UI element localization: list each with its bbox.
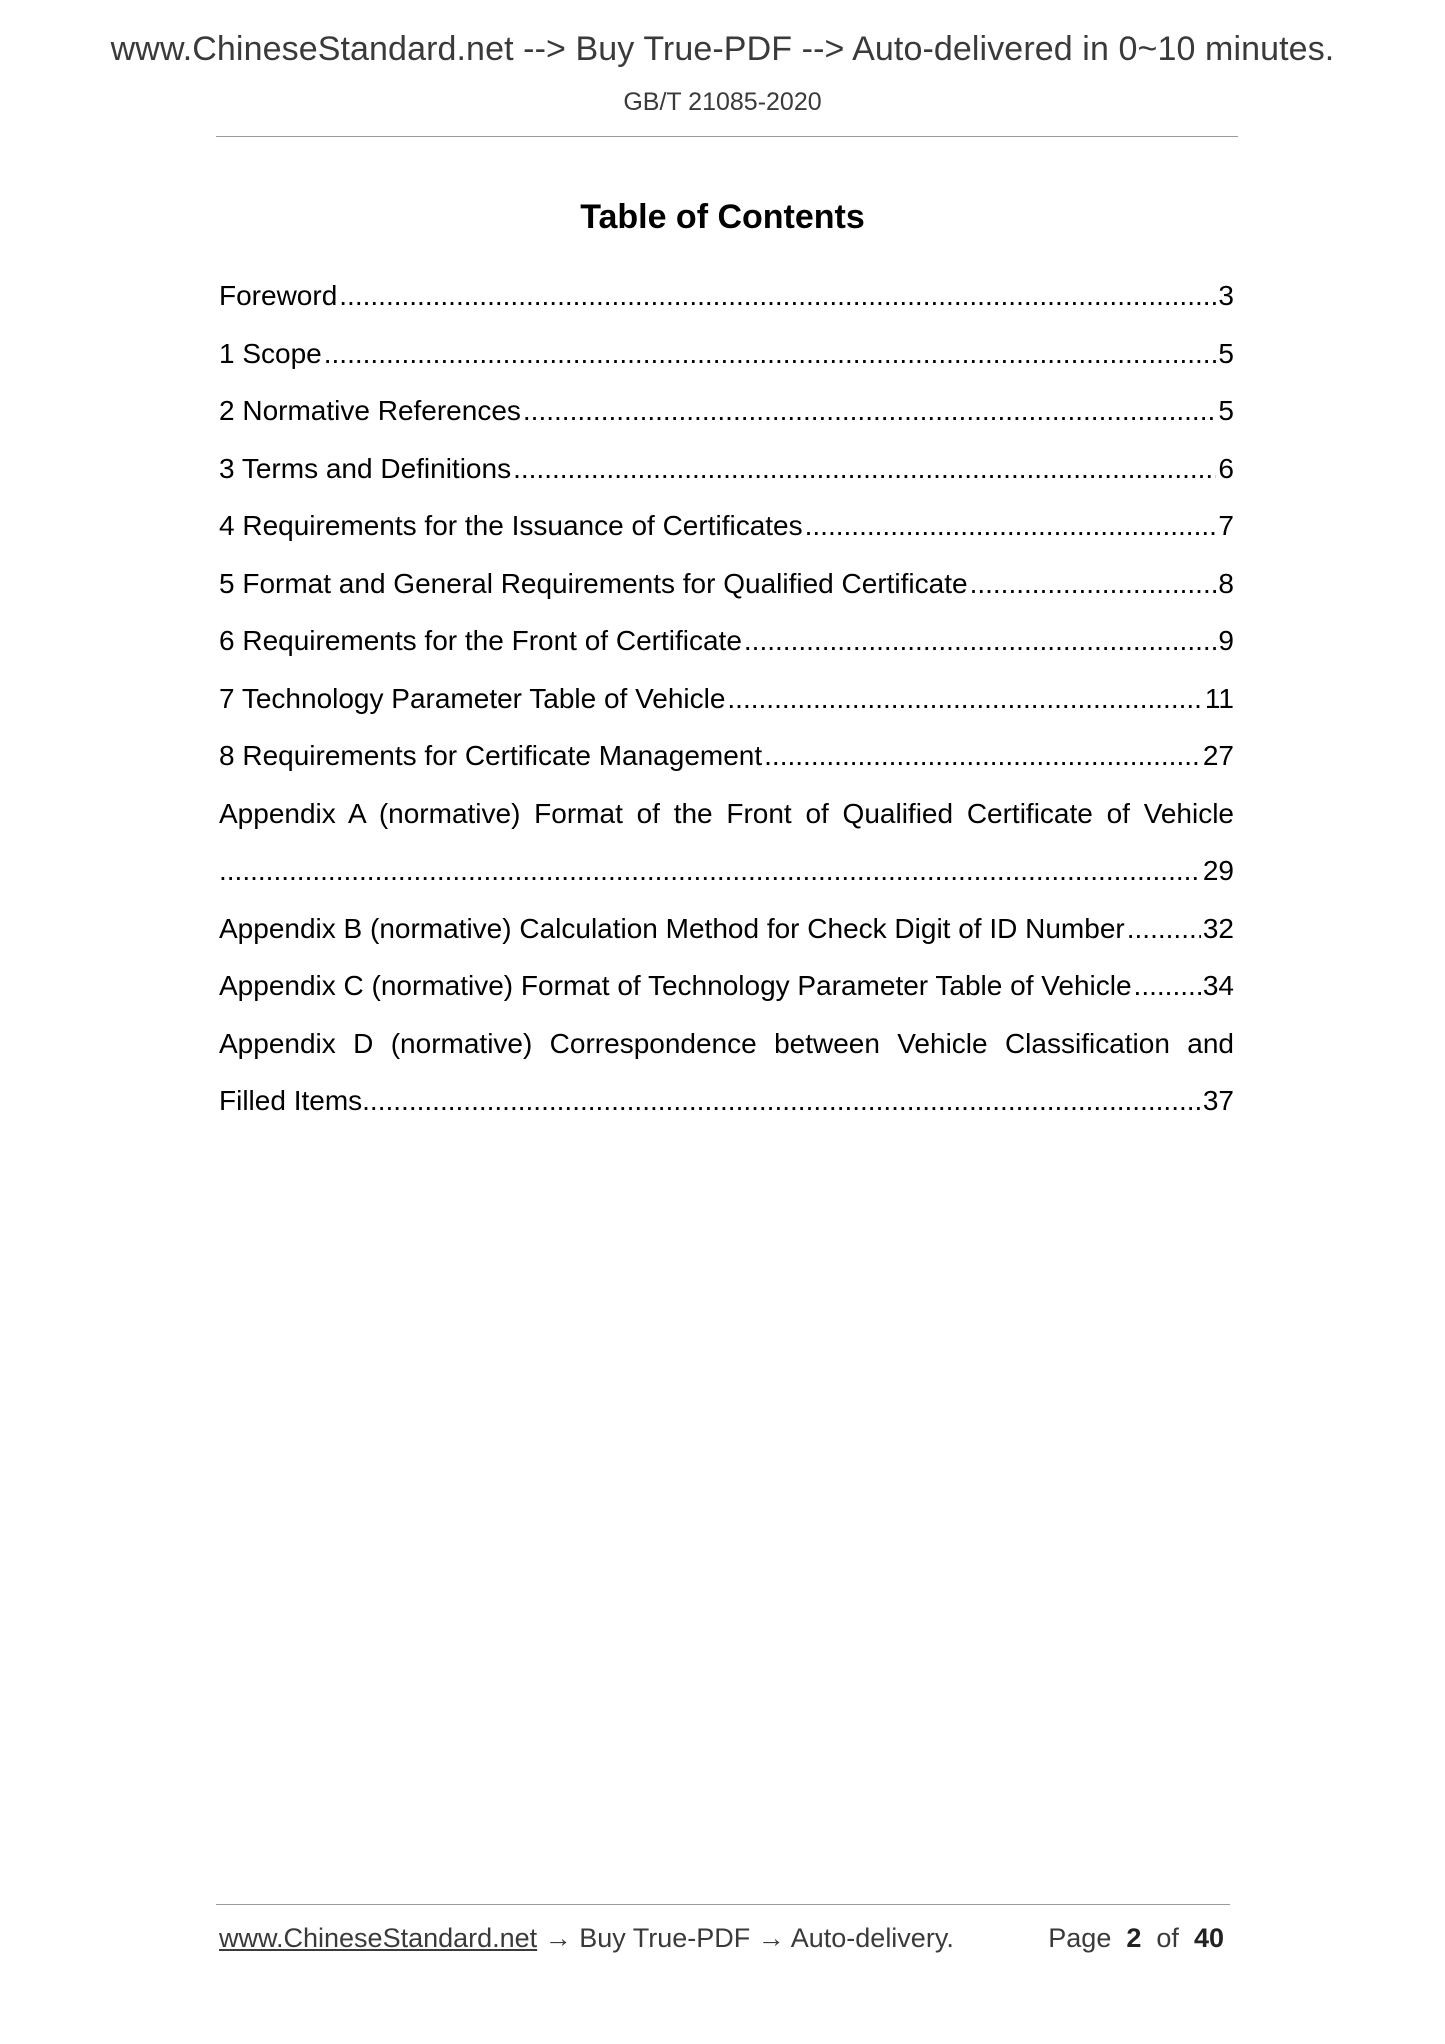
toc-entry-appendix-b[interactable] — [219, 900, 1234, 958]
toc-entry-page: 7 — [1218, 510, 1234, 541]
dot-leader — [219, 842, 1201, 900]
of-word: of — [1156, 1923, 1179, 1953]
toc-entry-page: 5 — [1218, 337, 1234, 369]
page-footer — [219, 1923, 1230, 1963]
toc-entry-foreword[interactable] — [219, 267, 1234, 325]
dot-leader — [513, 440, 1216, 498]
toc-entry-appendix-d[interactable] — [219, 1015, 1234, 1073]
toc-entry-label: 5 Format and General Requirements for Qualified Certificate — [219, 567, 968, 599]
toc-entry-normative-references[interactable] — [219, 382, 1234, 440]
table-of-contents — [219, 267, 1234, 1130]
toc-entry-appendix-a[interactable] — [219, 785, 1234, 843]
toc-entry-label: Appendix B (normative) Calculation Method for Check Digit of ID Number — [219, 912, 1125, 944]
toc-entry-label: Appendix C (normative) Format of Technology Parameter Table of Vehicle — [219, 970, 1132, 1001]
dot-leader — [339, 267, 1216, 325]
toc-title: Table of Contents — [580, 198, 865, 236]
toc-entry-page: 11 — [1204, 682, 1234, 714]
toc-entry-appendix-d-continuation[interactable] — [219, 1072, 1234, 1130]
dot-leader — [1134, 957, 1201, 1015]
page-total: 40 — [1193, 1923, 1224, 1953]
toc-entry-label: Appendix A (normative) Format of the Front of Qualified Certificate of Vehicle — [219, 797, 1234, 829]
top-banner: www.ChineseStandard.net --> Buy True-PDF --> Auto-delivered in 0~10 minutes. — [110, 30, 1335, 68]
dot-leader — [523, 382, 1217, 440]
dot-leader — [764, 727, 1201, 785]
toc-entry-terms-definitions[interactable] — [219, 440, 1234, 498]
toc-entry-label: 7 Technology Parameter Table of Vehicle — [219, 682, 726, 714]
document-code: GB/T 21085-2020 — [623, 88, 822, 116]
page-number — [1048, 1923, 1224, 1954]
toc-entry-issuance-requirements[interactable] — [219, 497, 1234, 555]
toc-entry-label: 1 Scope — [219, 337, 322, 369]
toc-entry-label: Foreword — [219, 280, 338, 311]
toc-entry-label-continuation: Filled Items — [219, 1085, 363, 1116]
toc-entry-format-requirements[interactable] — [219, 555, 1234, 613]
page-word: Page — [1048, 1923, 1112, 1953]
toc-entry-certificate-management[interactable] — [219, 727, 1234, 785]
toc-entry-label: 2 Normative References — [219, 395, 521, 426]
toc-entry-appendix-c[interactable] — [219, 957, 1234, 1015]
toc-entry-label: 4 Requirements for the Issuance of Certificates — [219, 510, 803, 541]
toc-entry-technology-parameter-table[interactable] — [219, 670, 1234, 728]
toc-entry-label: 6 Requirements for the Front of Certificate — [219, 625, 742, 656]
toc-entry-page: 37 — [1202, 1085, 1234, 1116]
toc-entry-appendix-a-page-line[interactable] — [219, 842, 1234, 900]
toc-entry-page: 3 — [1218, 280, 1234, 311]
toc-entry-front-requirements[interactable] — [219, 612, 1234, 670]
toc-entry-label: 3 Terms and Definitions — [219, 452, 512, 484]
dot-leader — [362, 1072, 1201, 1130]
toc-entry-page: 5 — [1218, 395, 1234, 426]
site-link[interactable]: www.ChineseStandard.net — [219, 1923, 538, 1953]
header-divider — [216, 136, 1238, 137]
dot-leader — [805, 497, 1217, 555]
page-current: 2 — [1126, 1923, 1142, 1953]
toc-entry-page: 29 — [1202, 855, 1234, 886]
toc-entry-page: 8 — [1218, 567, 1234, 599]
dot-leader — [970, 555, 1217, 613]
toc-entry-label: Appendix D (normative) Correspondence between Vehicle Classification and — [219, 1027, 1234, 1059]
dot-leader — [1127, 900, 1201, 958]
toc-entry-page: 32 — [1202, 912, 1234, 944]
toc-entry-page: 27 — [1202, 740, 1234, 771]
toc-entry-page: 6 — [1218, 452, 1234, 484]
dot-leader — [727, 670, 1203, 728]
footer-divider — [216, 1904, 1230, 1905]
toc-entry-page: 9 — [1218, 625, 1234, 656]
toc-entry-label: 8 Requirements for Certificate Management — [219, 740, 763, 771]
toc-entry-scope[interactable] — [219, 325, 1234, 383]
footer-promo-text: → Buy True-PDF → Auto-delivery. — [537, 1923, 954, 1953]
dot-leader — [744, 612, 1217, 670]
footer-promo — [219, 1923, 954, 1954]
dot-leader — [324, 325, 1217, 383]
toc-entry-page: 34 — [1202, 970, 1234, 1001]
